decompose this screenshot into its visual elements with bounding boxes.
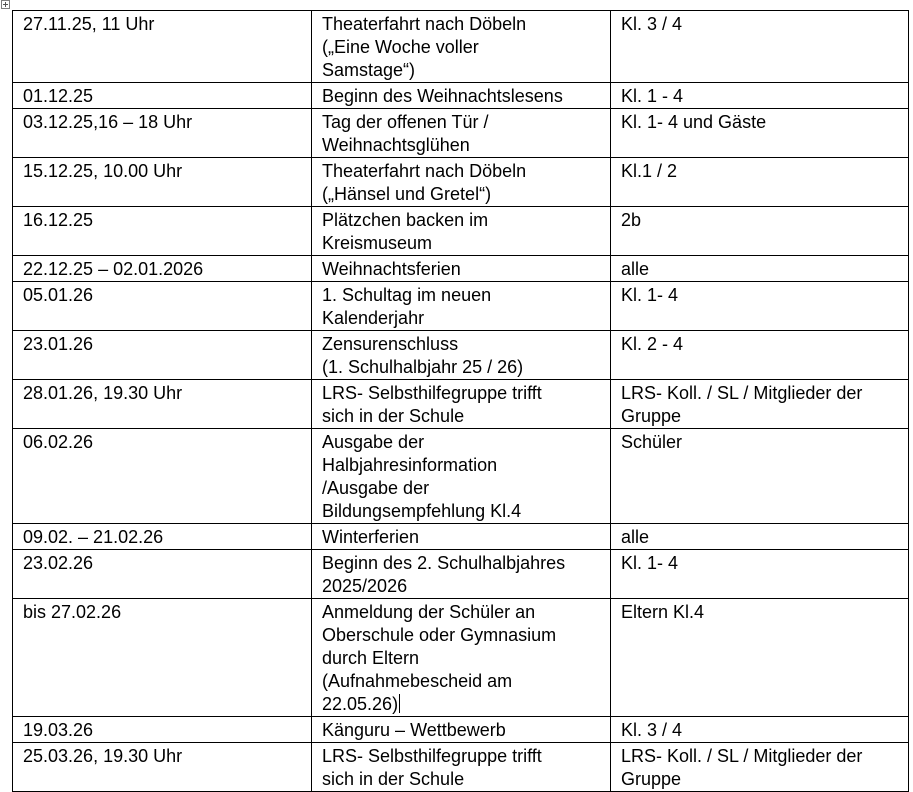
event-cell[interactable] [312,599,611,717]
participants-cell[interactable]: Kl. 1- 4 [611,282,909,331]
date-cell[interactable]: 01.12.25 [13,83,312,109]
event-text: Anmeldung der Schüler an Oberschule oder Gymnasium durch Eltern (Aufnahmebescheid am 22.05.26) [322,602,557,714]
event-cell[interactable]: Theaterfahrt nach Döbeln („Hänsel und Gretel“) [312,158,611,207]
table-row [13,743,909,792]
event-cell[interactable]: LRS- Selbsthilfegruppe trifft sich in der Schule [312,743,611,792]
date-cell[interactable]: 06.02.26 [13,429,312,524]
table-row [13,429,909,524]
participants-cell[interactable]: Kl. 2 - 4 [611,331,909,380]
table-row [13,550,909,599]
table-row [13,109,909,158]
event-cell[interactable]: Känguru – Wettbewerb [312,717,611,743]
participants-cell[interactable]: Kl.1 / 2 [611,158,909,207]
table-row [13,207,909,256]
participants-cell[interactable]: Eltern Kl.4 [611,599,909,717]
table-move-handle-icon[interactable] [1,0,10,9]
date-cell[interactable]: 09.02. – 21.02.26 [13,524,312,550]
text-cursor [399,694,400,713]
date-cell[interactable]: 15.12.25, 10.00 Uhr [13,158,312,207]
participants-cell[interactable]: Schüler [611,429,909,524]
table-row [13,524,909,550]
event-cell[interactable]: Ausgabe der Halbjahresinformation /Ausgabe der Bildungsempfehlung Kl.4 [312,429,611,524]
event-cell[interactable]: Beginn des 2. Schulhalbjahres 2025/2026 [312,550,611,599]
participants-cell[interactable]: 2b [611,207,909,256]
table-row [13,83,909,109]
table-row [13,282,909,331]
participants-cell[interactable]: Kl. 1 - 4 [611,83,909,109]
table-row [13,599,909,717]
participants-cell[interactable]: alle [611,256,909,282]
date-cell[interactable]: bis 27.02.26 [13,599,312,717]
participants-cell[interactable]: LRS- Koll. / SL / Mitglieder der Gruppe [611,380,909,429]
table-row [13,331,909,380]
table-row [13,158,909,207]
date-cell[interactable]: 23.02.26 [13,550,312,599]
date-cell[interactable]: 25.03.26, 19.30 Uhr [13,743,312,792]
schedule-table [12,10,909,792]
event-cell[interactable]: Zensurenschluss (1. Schulhalbjahr 25 / 26) [312,331,611,380]
date-cell[interactable]: 16.12.25 [13,207,312,256]
event-cell[interactable]: Weihnachtsferien [312,256,611,282]
participants-cell[interactable]: Kl. 1- 4 [611,550,909,599]
event-cell[interactable]: Plätzchen backen im Kreismuseum [312,207,611,256]
date-cell[interactable]: 23.01.26 [13,331,312,380]
date-cell[interactable]: 28.01.26, 19.30 Uhr [13,380,312,429]
participants-cell[interactable]: Kl. 1- 4 und Gäste [611,109,909,158]
date-cell[interactable]: 05.01.26 [13,282,312,331]
table-row [13,717,909,743]
event-cell[interactable]: 1. Schultag im neuen Kalenderjahr [312,282,611,331]
date-cell[interactable]: 22.12.25 – 02.01.2026 [13,256,312,282]
table-row [13,380,909,429]
event-cell[interactable]: Theaterfahrt nach Döbeln („Eine Woche voller Samstage“) [312,11,611,83]
event-cell[interactable]: LRS- Selbsthilfegruppe trifft sich in der Schule [312,380,611,429]
participants-cell[interactable]: Kl. 3 / 4 [611,11,909,83]
participants-cell[interactable]: alle [611,524,909,550]
participants-cell[interactable]: Kl. 3 / 4 [611,717,909,743]
event-cell[interactable]: Tag der offenen Tür / Weihnachtsglühen [312,109,611,158]
event-cell[interactable]: Beginn des Weihnachtslesens [312,83,611,109]
participants-cell[interactable]: LRS- Koll. / SL / Mitglieder der Gruppe [611,743,909,792]
event-cell[interactable]: Winterferien [312,524,611,550]
date-cell[interactable]: 03.12.25,16 – 18 Uhr [13,109,312,158]
table-row [13,256,909,282]
table-row [13,11,909,83]
date-cell[interactable]: 19.03.26 [13,717,312,743]
date-cell[interactable]: 27.11.25, 11 Uhr [13,11,312,83]
